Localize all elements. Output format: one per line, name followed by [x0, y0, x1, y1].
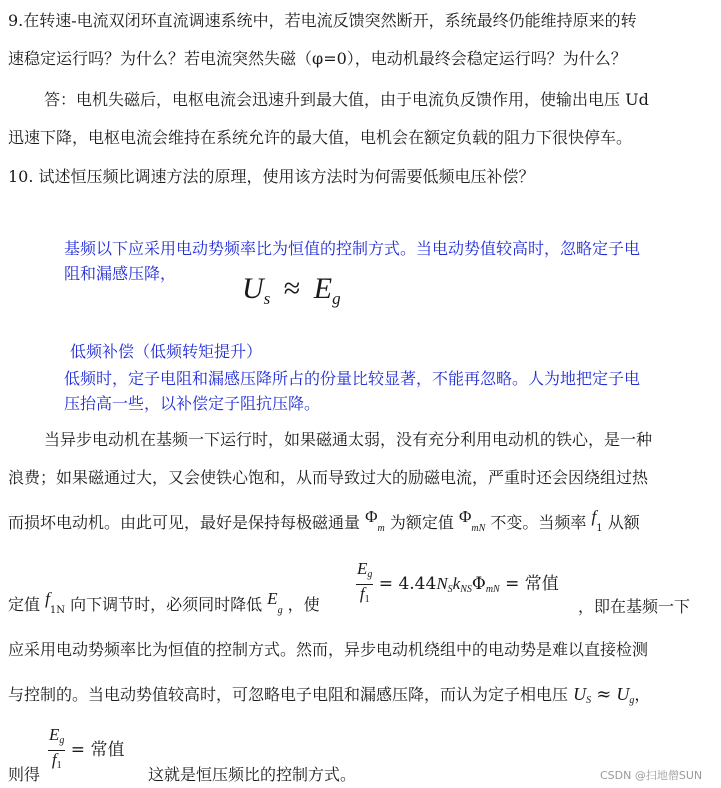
- p1-line3: 而损坏电动机。由此可见，最好是保持每极磁通量 $\Phi_m$ 为额定值 $\Phi_{mN}$ 不变。当频率 $f_1$ 从额: [8, 507, 640, 534]
- blue-line2: 阻和漏感压降，: [64, 264, 177, 283]
- q9-answer-line1: 答：电机失磁后，电枢电流会迅速升到最大值，由于电流负反馈作用，使输出电压 Ud: [44, 90, 649, 109]
- final-label: 则得: [8, 765, 41, 784]
- q9-line1: 9.在转速-电流双闭环直流调速系统中，若电流反馈突然断开，系统最终仍能维持原来的转: [8, 11, 637, 30]
- p1-line1: 当异步电动机在基频一下运行时，如果磁通太弱，没有充分利用电动机的铁心，是一种: [44, 430, 653, 449]
- p1-line4: 定值 $f_{1N}$ 向下调节时，必须同时降低 $E_g$ ，使: [8, 589, 320, 616]
- q10-line1: 10. 试述恒压频比调速方法的原理，使用该方法时为何需要低频电压补偿？: [8, 167, 535, 186]
- formula-us-approx-eg: $U_s \approx E_g$: [242, 272, 341, 308]
- p1-line2: 浪费；如果磁通过大，又会使铁心饱和，从而导致过大的励磁电流，严重时还会因绕组过热: [8, 468, 649, 487]
- q9-line2: 速稳定运行吗？为什么？若电流突然失磁（φ=0），电动机最终会稳定运行吗？为什么？: [8, 49, 627, 68]
- blue-line1: 基频以下应采用电动势频率比为恒值的控制方式。当电动势值较高时，忽略定子电: [64, 239, 641, 258]
- q9-answer-line2: 迅速下降，电枢电流会维持在系统允许的最大值，电机会在额定负载的阻力下很快停车。: [8, 128, 633, 147]
- p1-line4-tail: ，即在基频一下: [578, 597, 691, 616]
- watermark: CSDN @扫地僧SUN: [600, 769, 703, 782]
- p1-line6: 与控制的。当电动势值较高时，可忽略电子电阻和漏感压降，而认为定子相电压 $U_S \approx U_g$，: [8, 684, 651, 706]
- final-text: 这就是恒压频比的控制方式。: [148, 765, 357, 784]
- final-formula: $\frac{E_g}{f_1}$ = 常值: [49, 725, 125, 771]
- formula-eg-f1-const: $\frac{E_g}{f_1}$ = $4.44N_Sk_{NS}\Phi_{mN}$ = 常值: [357, 559, 559, 605]
- comp-line1: 低频时，定子电阻和漏感压降所占的份量比较显著，不能再忽略。人为地把定子电: [64, 369, 641, 388]
- comp-title: 低频补偿（低频转矩提升）: [70, 342, 263, 361]
- comp-line2: 压抬高一些，以补偿定子阻抗压降。: [64, 394, 321, 413]
- p1-line5: 应采用电动势频率比为恒值的控制方式。然而，异步电动机绕组中的电动势是难以直接检测: [8, 640, 649, 659]
